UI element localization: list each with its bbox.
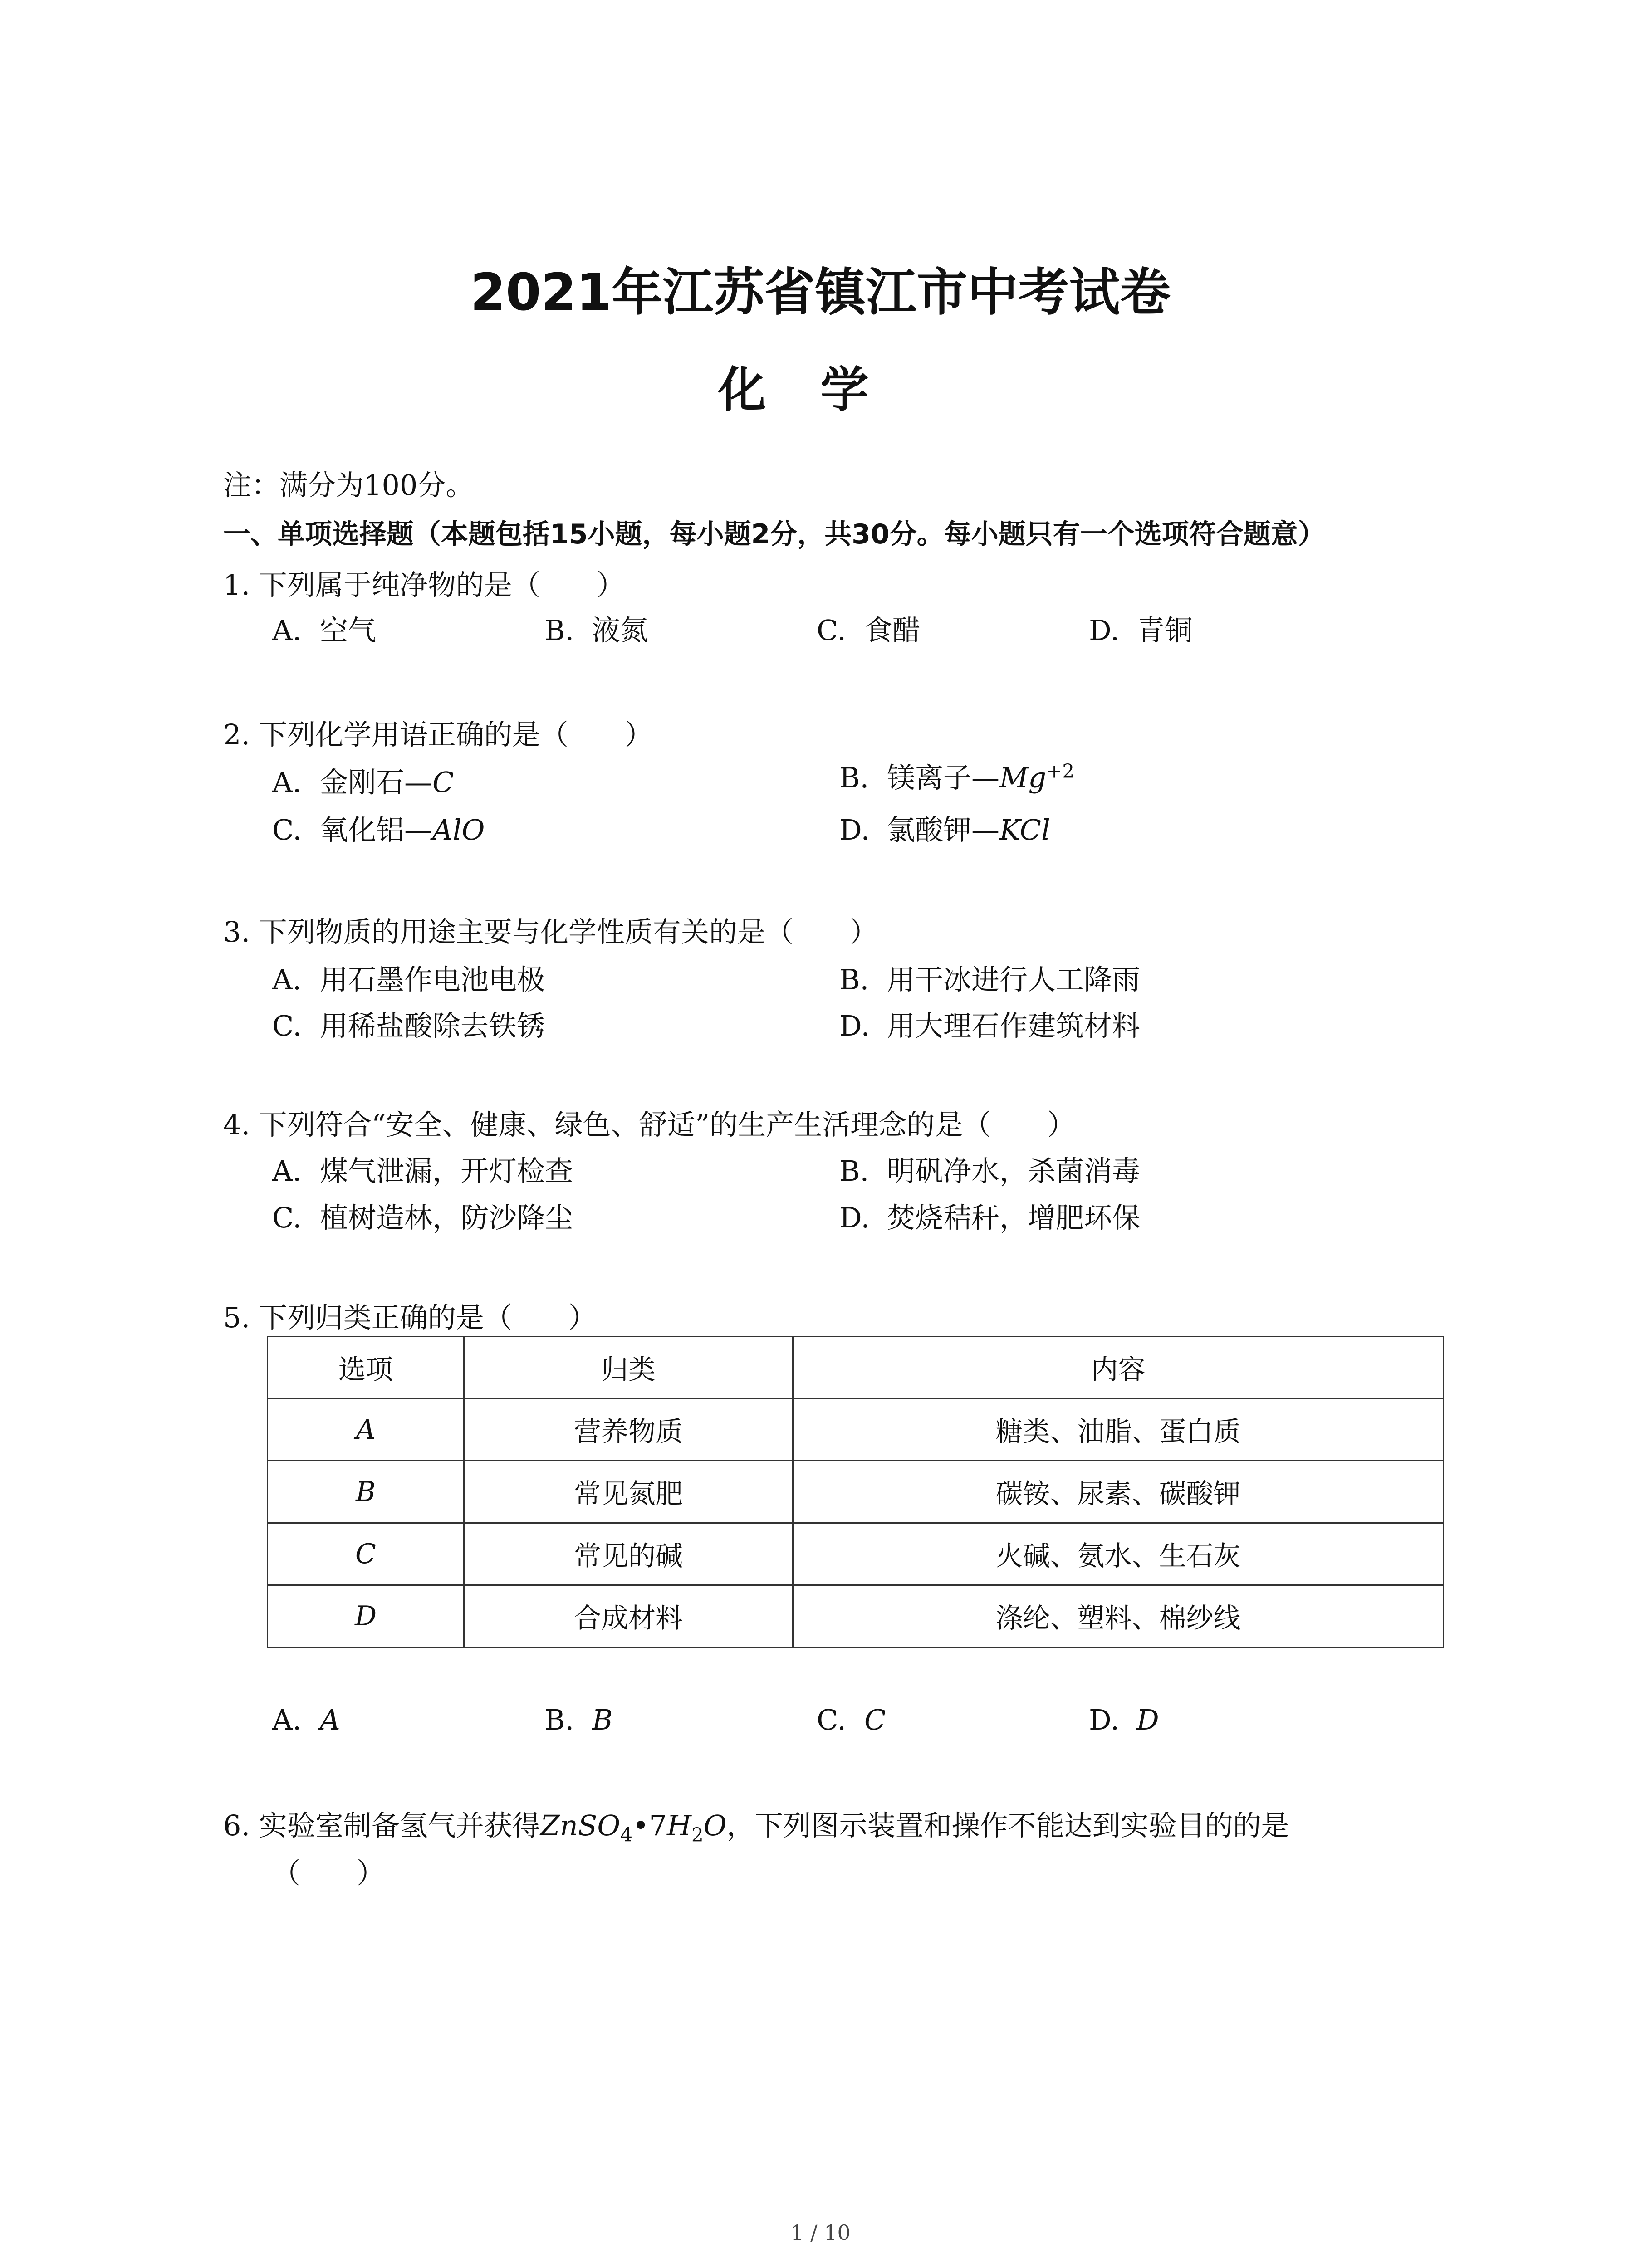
table-cell: 营养物质 xyxy=(464,1399,793,1461)
q4-option-a[interactable]: A. 煤气泄漏，开灯检查 xyxy=(272,1154,573,1188)
q1-option-c[interactable]: C. 食醋 xyxy=(817,614,921,647)
section-heading: 一、单项选择题（本题包括15小题，每小题2分，共30分。每小题只有一个选项符合题意） xyxy=(223,518,1325,550)
question-4-stem: 4. 下列符合“安全、健康、绿色、舒适”的生产生活理念的是（ ） xyxy=(223,1108,1076,1141)
table-row xyxy=(268,1461,1444,1523)
table-header-cell: 选项 xyxy=(268,1337,464,1399)
page-number: 1 / 10 xyxy=(790,2220,851,2245)
q2-option-b[interactable]: B. 镁离子$—Mg^{+2}$ xyxy=(839,760,1075,794)
q3-option-a[interactable]: A. 用石墨作电池电极 xyxy=(272,963,545,996)
table-header-cell: 内容 xyxy=(793,1337,1444,1399)
table-cell: 火碱、氨水、生石灰 xyxy=(793,1523,1444,1585)
q3-option-b[interactable]: B. 用干冰进行人工降雨 xyxy=(839,963,1141,996)
table-cell: 糖类、油脂、蛋白质 xyxy=(793,1399,1444,1461)
q2-option-a[interactable]: A. 金刚石—C xyxy=(272,766,454,799)
table-cell: A xyxy=(268,1399,464,1461)
q5-classification-table xyxy=(267,1336,1444,1648)
table-cell: 常见氮肥 xyxy=(464,1461,793,1523)
table-row xyxy=(268,1523,1444,1585)
q1-option-b[interactable]: B. 液氮 xyxy=(544,614,649,647)
question-2-stem: 2. 下列化学用语正确的是（ ） xyxy=(223,718,653,751)
question-3-stem: 3. 下列物质的用途主要与化学性质有关的是（ ） xyxy=(223,915,878,948)
q2-option-c[interactable]: C. 氧化铝—AlO xyxy=(272,813,485,846)
table-cell: B xyxy=(268,1461,464,1523)
table-header-row xyxy=(268,1337,1444,1399)
q5-option-c[interactable]: C. C xyxy=(817,1703,886,1736)
table-cell: 合成材料 xyxy=(464,1585,793,1647)
exam-title: 2021年江苏省镇江市中考试卷 xyxy=(470,263,1171,322)
table-header-cell: 归类 xyxy=(464,1337,793,1399)
q4-option-b[interactable]: B. 明矾净水，杀菌消毒 xyxy=(839,1154,1141,1188)
q4-option-c[interactable]: C. 植树造林，防沙降尘 xyxy=(272,1201,573,1234)
q1-option-a[interactable]: A. 空气 xyxy=(272,614,377,647)
question-6-answer-paren: （ ） xyxy=(272,1857,385,1890)
q3-option-c[interactable]: C. 用稀盐酸除去铁锈 xyxy=(272,1009,545,1042)
question-5-stem: 5. 下列归类正确的是（ ） xyxy=(223,1301,597,1334)
table-row xyxy=(268,1585,1444,1647)
q4-option-d[interactable]: D. 焚烧秸秆，增肥环保 xyxy=(839,1201,1141,1234)
table-row xyxy=(268,1399,1444,1461)
q1-option-d[interactable]: D. 青铜 xyxy=(1089,614,1193,647)
table-cell: 常见的碱 xyxy=(464,1523,793,1585)
q5-option-b[interactable]: B. B xyxy=(544,1703,613,1736)
question-1-stem: 1. 下列属于纯净物的是（ ） xyxy=(223,568,625,601)
table-cell: D xyxy=(268,1585,464,1647)
q3-option-d[interactable]: D. 用大理石作建筑材料 xyxy=(839,1009,1141,1042)
q5-option-d[interactable]: D. D xyxy=(1089,1703,1159,1736)
q5-option-a[interactable]: A. A xyxy=(272,1703,340,1736)
table-cell: C xyxy=(268,1523,464,1585)
exam-subject: 化学 xyxy=(718,362,923,418)
q2-option-d[interactable]: D. 氯酸钾—KCl xyxy=(839,813,1050,846)
table-cell: 碳铵、尿素、碳酸钾 xyxy=(793,1461,1444,1523)
score-note: 注：满分为100分。 xyxy=(223,469,474,502)
question-6-stem: 6. 实验室制备氢气并获得$ZnSO_4•7H_2O$，下列图示装置和操作不能达到实验目的的是 xyxy=(223,1809,1289,1846)
table-cell: 涤纶、塑料、棉纱线 xyxy=(793,1585,1444,1647)
